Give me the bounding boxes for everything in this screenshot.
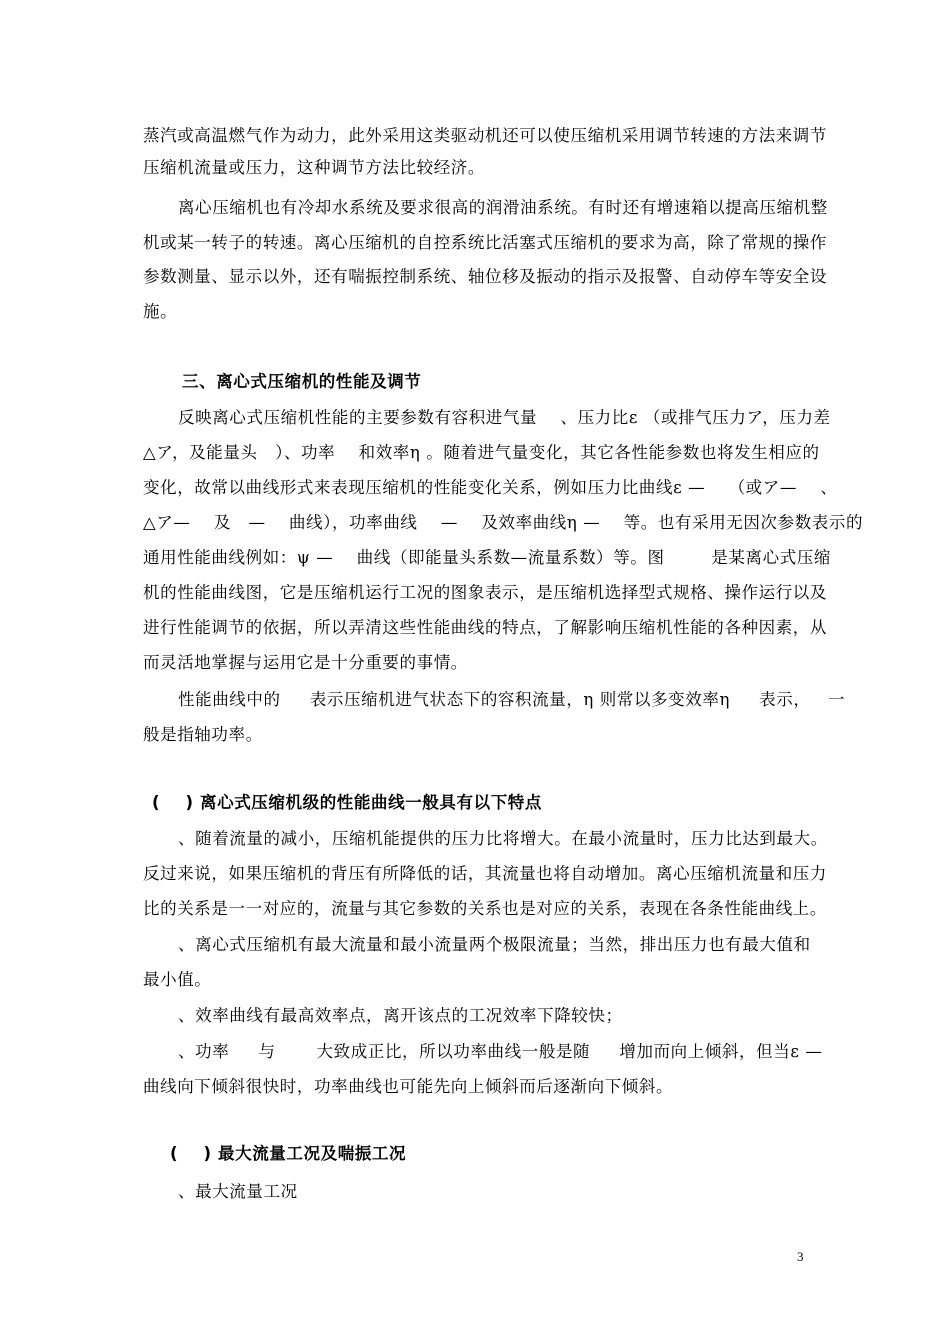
body-text-line: 变化，故常以曲线形式来表现压缩机的性能变化关系，例如压力比曲线ε — （或ア— 、 (143, 478, 838, 497)
body-text-line: 、功率 与 大致成正比，所以功率曲线一般是随 增加而向上倾斜，但当ε — (178, 1042, 823, 1061)
body-text-line: 通用性能曲线例如：ψ — 曲线（即能量头系数—流量系数）等。图 是某离心式压缩 (143, 548, 832, 567)
page-number: 3 (797, 1249, 804, 1264)
body-text-line: 压缩机流量或压力，这种调节方法比较经济。 (143, 158, 485, 177)
body-text-line: 反过来说，如果压缩机的背压有所降低的话，其流量也将自动增加。离心压缩机流量和压力 (143, 864, 827, 883)
body-text-line: 反映离心式压缩机性能的主要参数有容积进气量 、压力比ε （或排气压力ア，压力差 (178, 408, 831, 427)
section-heading: 三、离心式压缩机的性能及调节 (182, 372, 422, 391)
body-text-line: 机或某一转子的转速。离心压缩机的自控系统比活塞式压缩机的要求为高，除了常规的操作 (143, 233, 827, 252)
body-text-line: 最小值。 (143, 970, 212, 989)
body-text-line: △ア— 及 — 曲线），功率曲线 — 及效率曲线η — 等。也有采用无因次参数表示的 (143, 513, 864, 532)
body-text-line: 曲线向下倾斜很快时，功率曲线也可能先向上倾斜而后逐渐向下倾斜。 (143, 1077, 674, 1096)
body-text-line: 、效率曲线有最高效率点，离开该点的工况效率下降较快； (178, 1006, 623, 1025)
body-text-line: 施。 (143, 302, 178, 321)
body-text-line: 而灵活地掌握与运用它是十分重要的事情。 (143, 653, 468, 672)
body-text-line: 般是指轴功率。 (143, 725, 263, 744)
body-text-line: 、最大流量工况 (178, 1182, 298, 1201)
body-text-line: 离心压缩机也有冷却水系统及要求很高的润滑油系统。有时还有增速箱以提高压缩机整 (178, 198, 828, 217)
body-text-line: 机的性能曲线图，它是压缩机运行工况的图象表示，是压缩机选择型式规格、操作运行以及 (143, 583, 827, 602)
subsection-heading: ( ) 最大流量工况及喘振工况 (170, 1144, 407, 1163)
body-text-line: 蒸汽或高温燃气作为动力，此外采用这类驱动机还可以使压缩机采用调节转速的方法来调节 (143, 126, 827, 145)
body-text-line: 比的关系是一一对应的，流量与其它参数的关系也是对应的关系，表现在各条性能曲线上。 (143, 899, 827, 918)
body-text-line: 、离心式压缩机有最大流量和最小流量两个极限流量；当然，排出压力也有最大值和 (178, 935, 811, 954)
body-text-line: 性能曲线中的 表示压缩机进气状态下的容积流量，η 则常以多变效率η 表示， 一 (178, 690, 846, 709)
subsection-heading: ( ) 离心式压缩机级的性能曲线一般具有以下特点 (152, 793, 543, 812)
body-text-line: △ア，及能量头 ）、功率 和效率η 。随着进气量变化，其它各性能参数也将发生相应的 (143, 443, 820, 462)
body-text-line: 、随着流量的减小，压缩机能提供的压力比将增大。在最小流量时，压力比达到最大。 (178, 829, 828, 848)
body-text-line: 参数测量、显示以外，还有喘振控制系统、轴位移及振动的指示及报警、自动停车等安全设 (143, 267, 827, 286)
body-text-line: 进行性能调节的依据，所以弄清这些性能曲线的特点，了解影响压缩机性能的各种因素，从 (143, 618, 827, 637)
